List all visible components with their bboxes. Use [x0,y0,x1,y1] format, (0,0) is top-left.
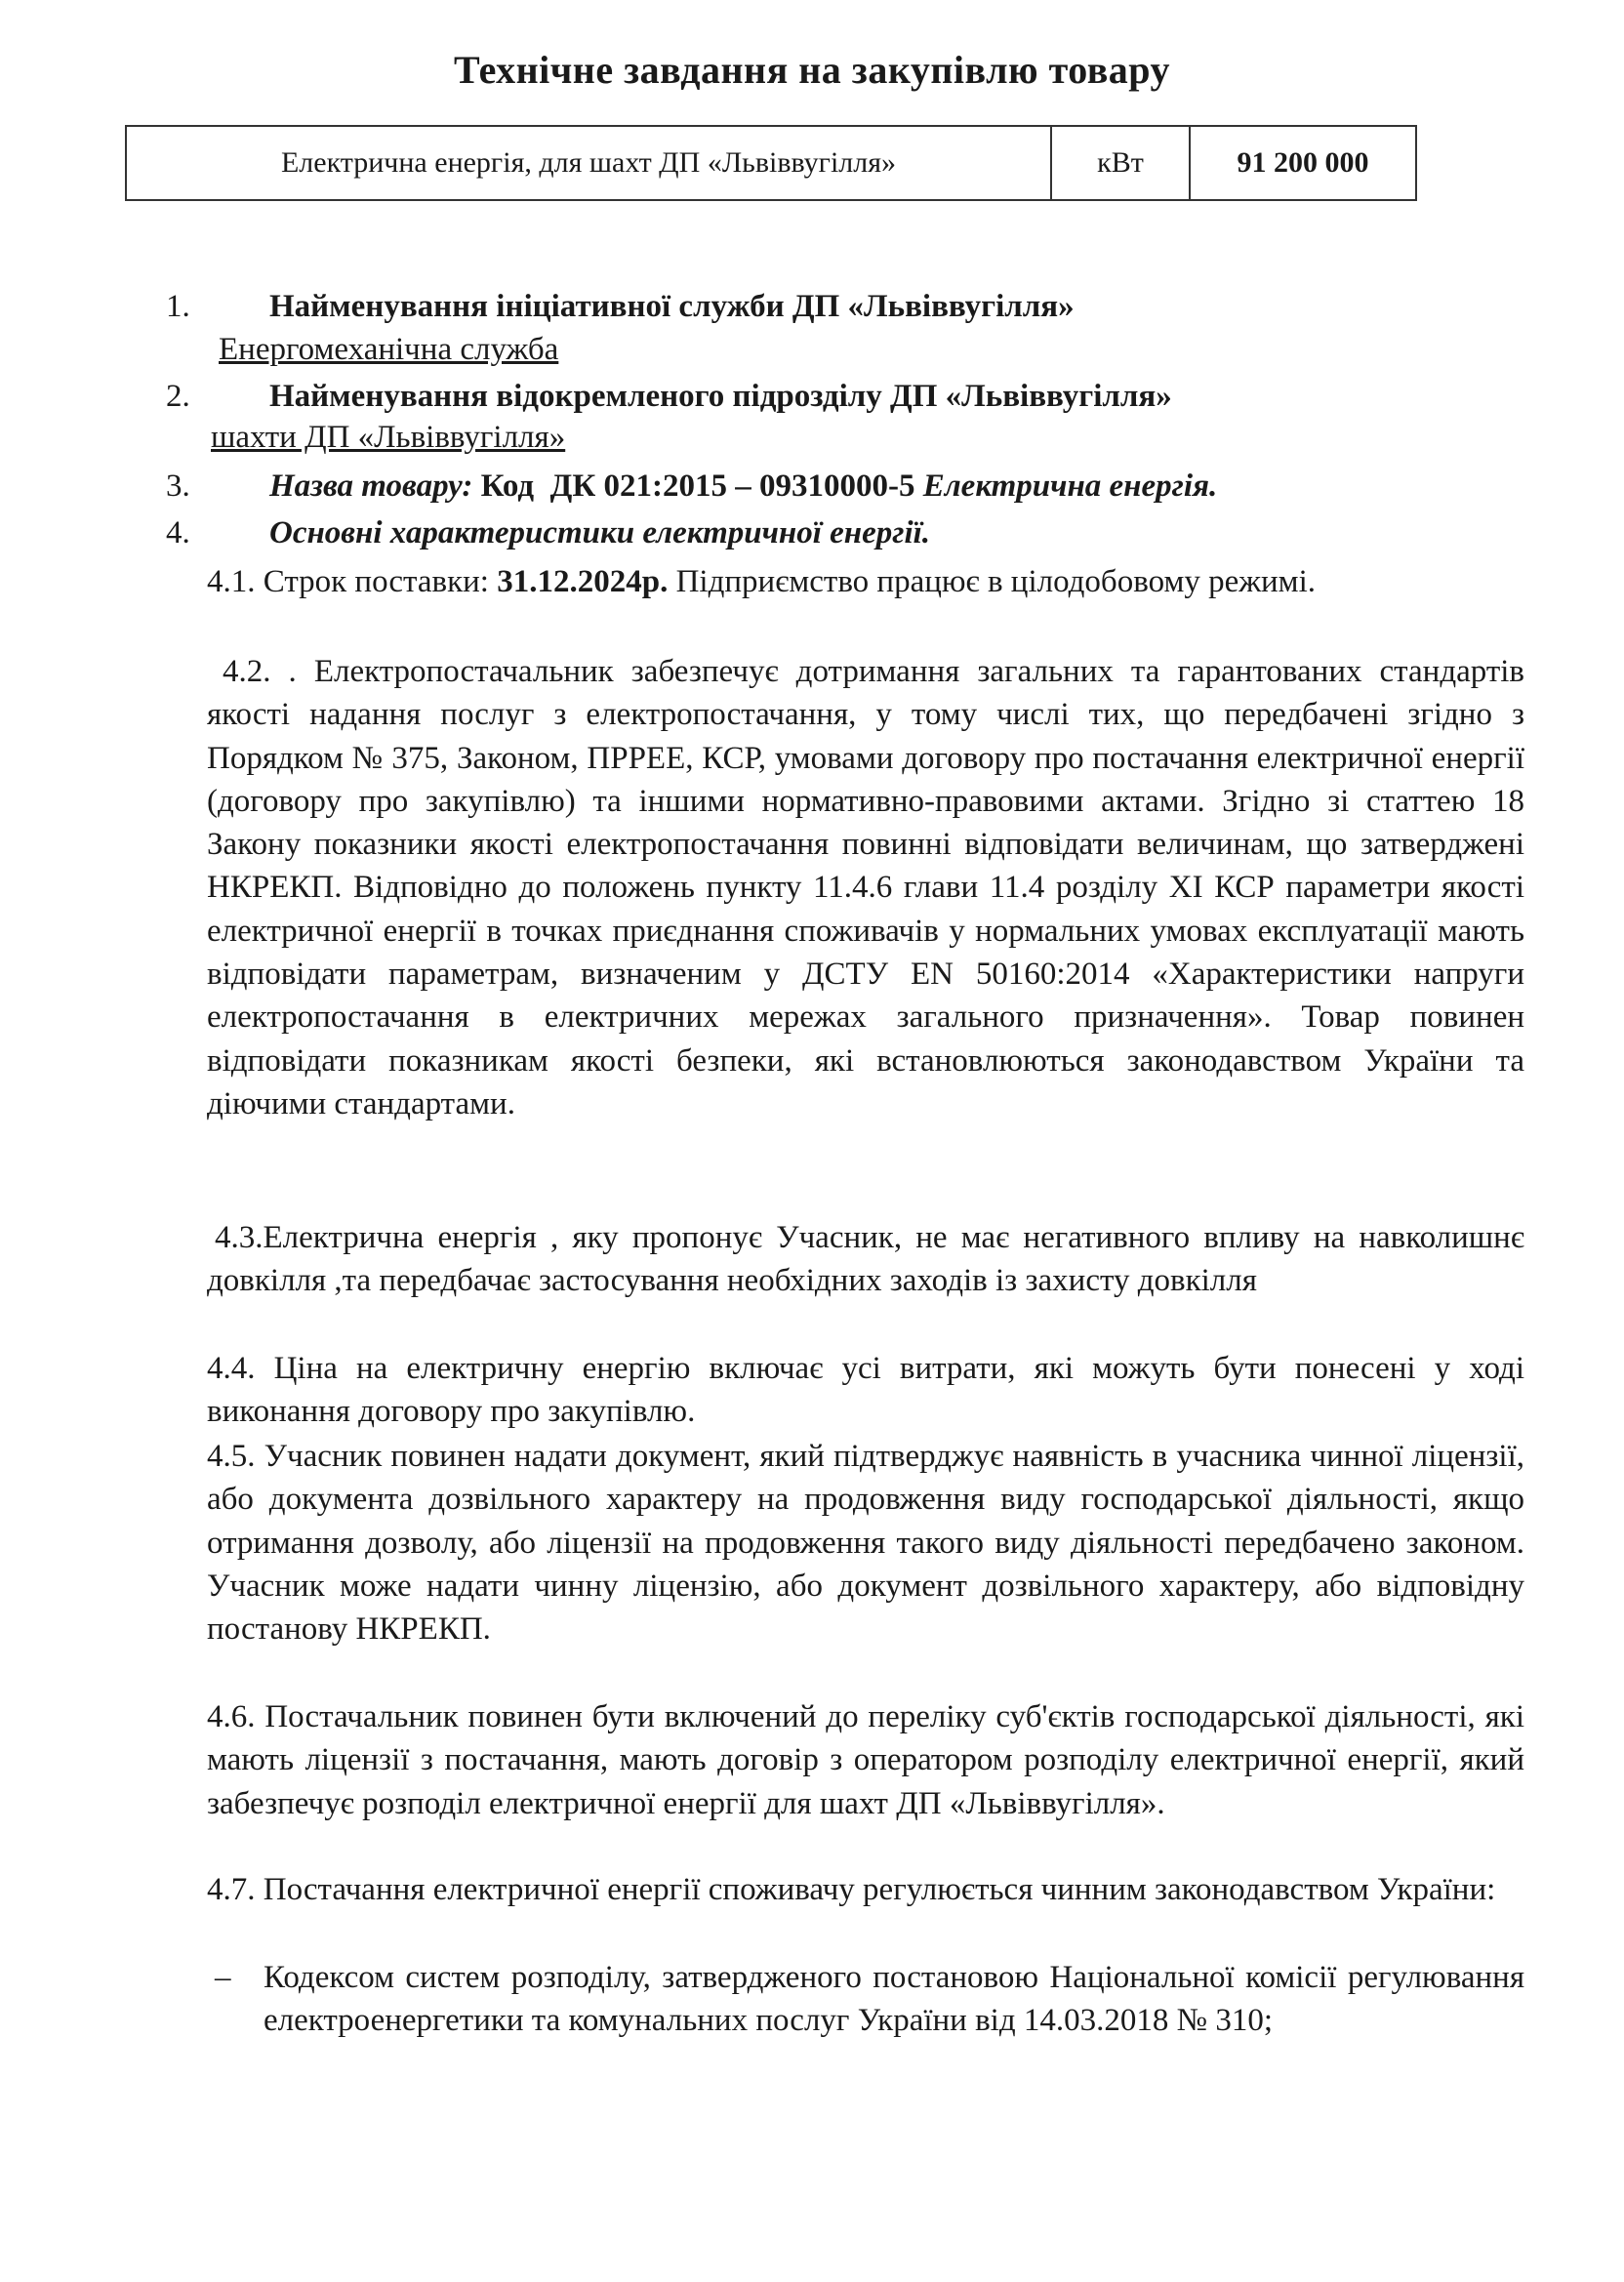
goods-unit-cell: кВт [1052,127,1191,199]
section-2-heading: Найменування відокремленого підрозділу ДП «Львіввугілля» [269,379,1172,414]
goods-table [125,125,1417,201]
section-3-heading-label: Назва товару: [269,469,473,504]
section-4-heading: Основні характеристики електричної енергії. [269,515,931,550]
list-item-text: Кодексом систем розподілу, затвердженого постановою Національної комісії регулювання електроенергетики та комунальних послуг України від 14.03.2018 № 310; [264,1960,1524,2039]
paragraph-4-6: 4.6. Постачальник повинен бути включений до переліку суб'єктів господарської діяльності, які мають ліцензії з постачання, мають договір з оператором розподілу електричної енергії, який забезпечує розподіл електричної енергії для шахт ДП «Львіввугілля». [207,1699,1524,1821]
goods-quantity-cell: 91 200 000 [1237,146,1369,179]
section-4 [0,513,1624,556]
section-3 [0,467,1624,509]
section-4-number: 4. [166,515,190,550]
section-2-number: 2. [166,379,190,414]
paragraph-4-1-rest: Підприємство працює в цілодобовому режимі. [668,564,1316,599]
section-1-value: Енергомеханічна служба [219,332,559,367]
paragraph-4-1-date: 31.12.2024р. [497,564,669,599]
section-2-value: шахти ДП «Львіввугілля» [211,420,566,455]
paragraph-4-5: 4.5. Учасник повинен надати документ, який підтверджує наявність в учасника чинної ліцензії, або документа дозвільного характеру на продовження виду господарської діяльності, якщо отримання дозволу, або ліцензії на продовження такого виду діяльності передбачено законом. Учасник може надати чинну ліцензію, або документ дозвільного характеру, або відповідну постанову НКРЕКП. [207,1439,1524,1648]
section-2 [0,377,1624,420]
paragraph-4-2-text: . Електропостачальник забезпечує дотримання загальних та гарантованих стандартів якості надання послуг з електропостачання, у тому числі тих, що передбачені згідно з Порядком № 375, Законом, ПРРЕЕ, КСР, умовами договору про постачання електричної енергії (договору про закупівлю) та іншими нормативно-правовими актами. Згідно зі статтею 18 Закону показники якості електропостачання повинні відповідати величинам, що затверджені НКРЕКП. Відповідно до положень пункту 11.4.6 глави 11.4 розділу XI КСР параметри якості електричної енергії в точках приєднання споживачів у нормальних умовах експлуатації мають відповідати параметрам, визначеним у ДСТУ EN 50160:2014 «Характеристики напруги електропостачання в електричних мережах загального призначення». Товар повинен відповідати показникам якості безпеки, які встановлюються законодавством України та діючими стандартами. [207,654,1524,1121]
section-3-number: 3. [166,469,190,504]
paragraph-4-1-prefix: 4.1. Строк поставки: [207,564,498,599]
goods-name-cell: Електрична енергія, для шахт ДП «Львіввугілля» [127,127,1052,199]
paragraph-4-3: 4.3.Електрична енергія , яку пропонує Учасник, не має негативного впливу на навколишнє довкілля ,та передбачає застосування необхідних заходів із захисту довкілля [207,1220,1524,1299]
section-1-heading: Найменування ініціативної служби ДП «Львіввугілля» [269,289,1075,324]
paragraph-4-7: 4.7. Постачання електричної енергії споживачу регулюється чинним законодавством України: [207,1872,1496,1907]
section-1 [0,287,1624,330]
paragraph-4-2 [207,650,1524,1125]
section-1-number: 1. [166,289,190,324]
paragraph-4-4: 4.4. Ціна на електричну енергію включає усі витрати, які можуть бути понесені у ході виконання договору про закупівлю. [207,1351,1524,1430]
paragraph-4-2-number: 4.2. [223,654,271,689]
paragraph-4-1 [207,560,1524,603]
section-3-heading-name: Електрична енергія. [922,469,1218,504]
section-3-heading [269,467,1217,506]
list-bullet: – [215,1960,231,1995]
document-title: Технічне завдання на закупівлю товару [453,48,1171,92]
section-3-heading-code: Код ДК 021:2015 – 09310000-5 [472,469,923,504]
list-item [207,1956,1524,2093]
